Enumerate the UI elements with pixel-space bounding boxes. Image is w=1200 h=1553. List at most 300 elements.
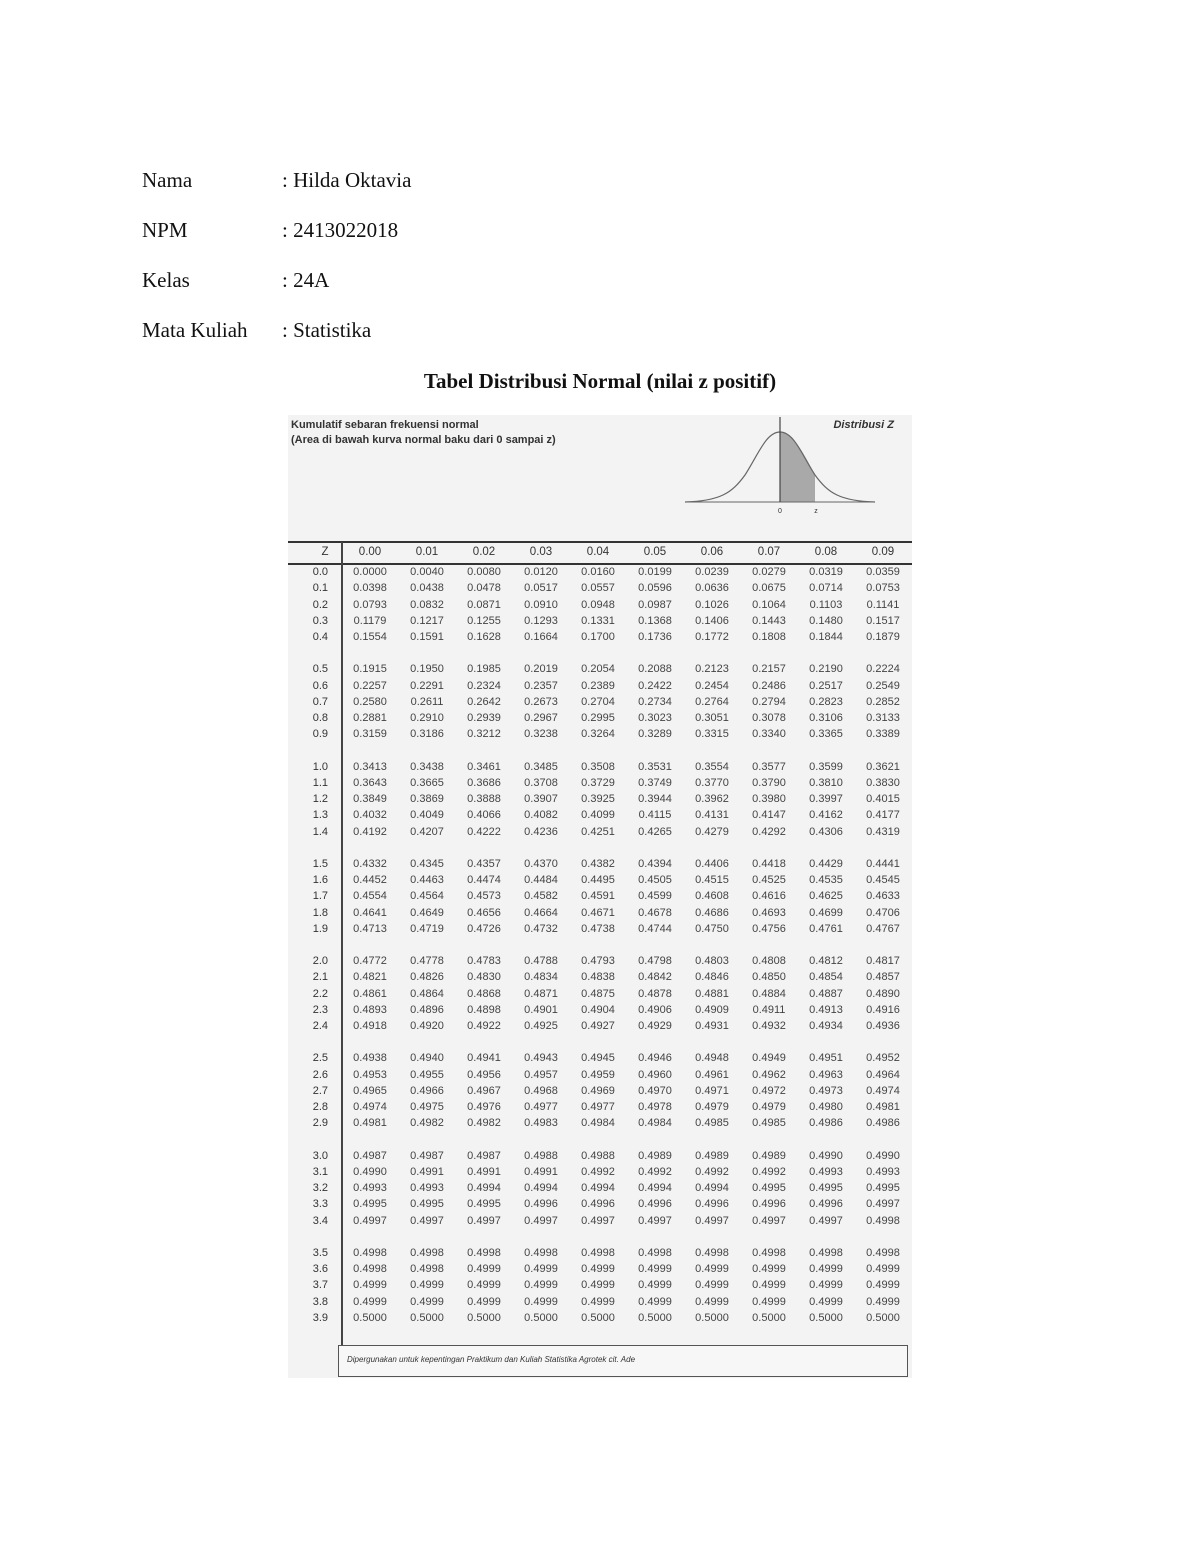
probability-cell: 0.4990 (866, 1149, 900, 1162)
table-row (288, 1069, 912, 1085)
probability-cell: 0.4967 (467, 1084, 501, 1097)
probability-cell: 0.0517 (524, 582, 558, 595)
probability-cell: 0.1844 (809, 631, 843, 643)
probability-cell: 0.4920 (410, 1020, 444, 1032)
probability-cell: 0.4943 (524, 1052, 558, 1065)
table-row (288, 1279, 912, 1295)
probability-cell: 0.4992 (581, 1165, 615, 1178)
table-row (288, 988, 912, 1004)
probability-cell: 0.4878 (638, 987, 672, 1000)
probability-cell: 0.4573 (467, 890, 501, 903)
probability-cell: 0.0596 (638, 582, 672, 595)
distribution-label: Distribusi Z (833, 419, 894, 431)
probability-cell: 0.4906 (638, 1003, 672, 1016)
z-value-cell: 0.3 (312, 614, 328, 627)
probability-cell: 0.1217 (410, 614, 444, 627)
probability-cell: 0.4999 (581, 1295, 615, 1308)
probability-cell: 0.1517 (866, 614, 900, 627)
probability-cell: 0.4999 (866, 1279, 900, 1292)
probability-cell: 0.4505 (638, 874, 672, 886)
probability-cell: 0.1985 (467, 663, 501, 676)
probability-cell: 0.0910 (524, 598, 558, 611)
probability-cell: 0.0319 (809, 566, 843, 578)
probability-cell: 0.4686 (695, 906, 729, 919)
probability-cell: 0.2764 (695, 695, 729, 708)
z-value-cell: 0.0 (312, 566, 328, 578)
probability-cell: 0.4999 (467, 1263, 501, 1275)
z-value-cell: 3.8 (312, 1295, 328, 1308)
probability-cell: 0.4997 (524, 1214, 558, 1227)
probability-cell: 0.5000 (752, 1311, 786, 1324)
probability-cell: 0.4995 (410, 1198, 444, 1211)
probability-cell: 0.4177 (866, 809, 900, 822)
z-value-cell: 1.4 (312, 825, 328, 838)
probability-cell: 0.4931 (695, 1020, 729, 1032)
probability-cell: 0.4406 (695, 857, 729, 870)
probability-cell: 0.4998 (638, 1246, 672, 1259)
probability-cell: 0.1879 (866, 631, 900, 643)
probability-cell: 0.4975 (410, 1101, 444, 1113)
z-value-cell: 2.0 (312, 955, 328, 967)
probability-cell: 0.4998 (581, 1246, 615, 1259)
table-row (288, 858, 912, 874)
probability-cell: 0.4963 (809, 1068, 843, 1081)
probability-cell: 0.3485 (524, 760, 558, 773)
probability-cell: 0.2257 (353, 679, 387, 692)
z-value-cell: 1.0 (312, 760, 328, 773)
probability-cell: 0.4998 (809, 1246, 843, 1259)
probability-cell: 0.4965 (353, 1084, 387, 1097)
footer-box (338, 1345, 908, 1377)
probability-cell: 0.4989 (695, 1149, 729, 1162)
probability-cell: 0.4463 (410, 874, 444, 886)
probability-cell: 0.4995 (752, 1182, 786, 1194)
probability-cell: 0.4995 (866, 1182, 900, 1194)
probability-cell: 0.0080 (467, 566, 501, 578)
probability-cell: 0.4977 (581, 1101, 615, 1113)
probability-cell: 0.4956 (467, 1068, 501, 1081)
probability-cell: 0.4999 (524, 1295, 558, 1308)
header-rule-bottom (288, 563, 912, 565)
probability-cell: 0.3686 (467, 776, 501, 789)
probability-cell: 0.4821 (353, 971, 387, 984)
probability-cell: 0.0675 (752, 582, 786, 595)
table-row (288, 777, 912, 793)
probability-cell: 0.2123 (695, 663, 729, 676)
probability-cell: 0.5000 (353, 1311, 387, 1324)
probability-cell: 0.4998 (410, 1263, 444, 1275)
probability-cell: 0.4989 (752, 1149, 786, 1162)
probability-cell: 0.3599 (809, 760, 843, 773)
probability-cell: 0.4115 (638, 809, 672, 822)
probability-cell: 0.4761 (809, 922, 843, 935)
probability-cell: 0.4999 (467, 1295, 501, 1308)
probability-cell: 0.5000 (866, 1311, 900, 1324)
probability-cell: 0.4997 (809, 1214, 843, 1227)
probability-cell: 0.0359 (866, 566, 900, 578)
probability-cell: 0.2673 (524, 695, 558, 708)
probability-cell: 0.4936 (866, 1020, 900, 1032)
caption-line-2: (Area di bawah kurva normal baku dari 0 sampai z) (291, 434, 556, 446)
probability-cell: 0.2019 (524, 663, 558, 676)
probability-cell: 0.4999 (524, 1279, 558, 1292)
table-row (288, 1263, 912, 1279)
z-value-cell: 2.1 (312, 971, 328, 984)
info-value: : Hilda Oktavia (282, 168, 412, 192)
probability-cell: 0.2517 (809, 679, 843, 692)
probability-cell: 0.3078 (752, 712, 786, 724)
probability-cell: 0.1255 (467, 614, 501, 627)
probability-cell: 0.4945 (581, 1052, 615, 1065)
z-value-cell: 2.4 (312, 1020, 328, 1032)
probability-cell: 0.4982 (467, 1117, 501, 1130)
probability-cell: 0.3729 (581, 776, 615, 789)
probability-cell: 0.4941 (467, 1052, 501, 1065)
column-header: 0.00 (358, 546, 382, 558)
probability-cell: 0.3106 (809, 712, 843, 724)
probability-cell: 0.2939 (467, 712, 501, 724)
probability-cell: 0.4996 (524, 1198, 558, 1211)
probability-cell: 0.4979 (695, 1101, 729, 1113)
probability-cell: 0.4979 (752, 1101, 786, 1113)
probability-cell: 0.2054 (581, 663, 615, 676)
probability-cell: 0.4772 (353, 955, 387, 967)
probability-cell: 0.1103 (809, 598, 843, 611)
probability-cell: 0.4649 (410, 906, 444, 919)
probability-cell: 0.4798 (638, 955, 672, 967)
probability-cell: 0.3749 (638, 776, 672, 789)
probability-cell: 0.4881 (695, 987, 729, 1000)
table-row (288, 1296, 912, 1312)
probability-cell: 0.4484 (524, 874, 558, 886)
table-row (288, 566, 912, 582)
z-value-cell: 0.2 (312, 598, 328, 611)
probability-cell: 0.4778 (410, 955, 444, 967)
probability-cell: 0.2580 (353, 695, 387, 708)
probability-cell: 0.3438 (410, 760, 444, 773)
probability-cell: 0.4998 (752, 1246, 786, 1259)
z-value-cell: 1.7 (312, 890, 328, 903)
probability-cell: 0.1700 (581, 631, 615, 643)
z-value-cell: 1.9 (312, 922, 328, 935)
probability-cell: 0.2967 (524, 712, 558, 724)
probability-cell: 0.4999 (866, 1295, 900, 1308)
probability-cell: 0.4564 (410, 890, 444, 903)
probability-cell: 0.4991 (410, 1165, 444, 1178)
probability-cell: 0.4783 (467, 955, 501, 967)
probability-cell: 0.4998 (410, 1246, 444, 1259)
probability-cell: 0.4998 (866, 1214, 900, 1227)
info-label: Kelas (142, 268, 190, 292)
probability-cell: 0.4984 (638, 1117, 672, 1130)
probability-cell: 0.1331 (581, 614, 615, 627)
probability-cell: 0.4992 (752, 1165, 786, 1178)
probability-cell: 0.1179 (353, 614, 387, 627)
probability-cell: 0.3315 (695, 728, 729, 741)
probability-cell: 0.1141 (866, 598, 900, 611)
probability-cell: 0.4998 (695, 1246, 729, 1259)
table-row (288, 1101, 912, 1117)
probability-cell: 0.4474 (467, 874, 501, 886)
probability-cell: 0.0557 (581, 582, 615, 595)
probability-cell: 0.4940 (410, 1052, 444, 1065)
probability-cell: 0.0279 (752, 566, 786, 578)
probability-cell: 0.2389 (581, 679, 615, 692)
probability-cell: 0.4971 (695, 1084, 729, 1097)
probability-cell: 0.4972 (752, 1084, 786, 1097)
probability-cell: 0.4999 (809, 1279, 843, 1292)
probability-cell: 0.4015 (866, 793, 900, 805)
z-value-cell: 0.9 (312, 728, 328, 741)
probability-cell: 0.4961 (695, 1068, 729, 1081)
probability-cell: 0.4998 (524, 1246, 558, 1259)
probability-cell: 0.4951 (809, 1052, 843, 1065)
probability-cell: 0.4452 (353, 874, 387, 886)
probability-cell: 0.4846 (695, 971, 729, 984)
probability-cell: 0.4934 (809, 1020, 843, 1032)
probability-cell: 0.4946 (638, 1052, 672, 1065)
probability-cell: 0.4997 (866, 1198, 900, 1211)
probability-cell: 0.4974 (353, 1101, 387, 1113)
probability-cell: 0.4756 (752, 922, 786, 935)
probability-cell: 0.4991 (467, 1165, 501, 1178)
table-row (288, 728, 912, 744)
z-value-cell: 3.2 (312, 1182, 328, 1194)
probability-cell: 0.4893 (353, 1003, 387, 1016)
probability-cell: 0.4999 (524, 1263, 558, 1275)
probability-cell: 0.2823 (809, 695, 843, 708)
table-row (288, 615, 912, 631)
probability-cell: 0.0871 (467, 598, 501, 611)
probability-cell: 0.1026 (695, 598, 729, 611)
probability-cell: 0.4999 (695, 1279, 729, 1292)
probability-cell: 0.4664 (524, 906, 558, 919)
probability-cell: 0.4991 (524, 1165, 558, 1178)
probability-cell: 0.4994 (695, 1182, 729, 1194)
probability-cell: 0.2549 (866, 679, 900, 692)
column-header: 0.03 (529, 546, 553, 558)
probability-cell: 0.4985 (695, 1117, 729, 1130)
probability-cell: 0.0398 (353, 582, 387, 595)
probability-cell: 0.2642 (467, 695, 501, 708)
probability-cell: 0.4932 (752, 1020, 786, 1032)
table-row (288, 1052, 912, 1068)
z-value-cell: 1.6 (312, 874, 328, 886)
probability-cell: 0.0478 (467, 582, 501, 595)
probability-cell: 0.0199 (638, 566, 672, 578)
probability-cell: 0.4236 (524, 825, 558, 838)
probability-cell: 0.3212 (467, 728, 501, 741)
column-header: 0.01 (415, 546, 439, 558)
probability-cell: 0.4495 (581, 874, 615, 886)
probability-cell: 0.0160 (581, 566, 615, 578)
probability-cell: 0.0987 (638, 598, 672, 611)
probability-cell: 0.4996 (638, 1198, 672, 1211)
probability-cell: 0.4147 (752, 809, 786, 822)
table-row (288, 712, 912, 728)
probability-cell: 0.4535 (809, 874, 843, 886)
probability-cell: 0.4938 (353, 1052, 387, 1065)
z-value-cell: 2.8 (312, 1101, 328, 1113)
probability-cell: 0.4997 (752, 1214, 786, 1227)
probability-cell: 0.4099 (581, 809, 615, 822)
probability-cell: 0.1554 (353, 631, 387, 643)
probability-cell: 0.4319 (866, 825, 900, 838)
probability-cell: 0.4868 (467, 987, 501, 1000)
probability-cell: 0.4957 (524, 1068, 558, 1081)
probability-cell: 0.1443 (752, 614, 786, 627)
probability-cell: 0.4976 (467, 1101, 501, 1113)
probability-cell: 0.5000 (581, 1311, 615, 1324)
probability-cell: 0.4987 (410, 1149, 444, 1162)
probability-cell: 0.4994 (638, 1182, 672, 1194)
z-value-cell: 3.6 (312, 1263, 328, 1275)
probability-cell: 0.4911 (752, 1003, 786, 1016)
probability-cell: 0.4977 (524, 1101, 558, 1113)
table-row (288, 761, 912, 777)
probability-cell: 0.2224 (866, 663, 900, 676)
table-row (288, 1198, 912, 1214)
probability-cell: 0.3944 (638, 793, 672, 805)
probability-cell: 0.4962 (752, 1068, 786, 1081)
probability-cell: 0.0948 (581, 598, 615, 611)
probability-cell: 0.4998 (866, 1246, 900, 1259)
probability-cell: 0.4918 (353, 1020, 387, 1032)
table-row (288, 680, 912, 696)
probability-cell: 0.4788 (524, 955, 558, 967)
probability-cell: 0.4985 (752, 1117, 786, 1130)
probability-cell: 0.4817 (866, 955, 900, 967)
z-column-header: Z (321, 546, 329, 558)
probability-cell: 0.4738 (581, 922, 615, 935)
normal-curve-illustration (680, 415, 880, 520)
table-row (288, 890, 912, 906)
probability-cell: 0.4988 (524, 1149, 558, 1162)
probability-cell: 0.1368 (638, 614, 672, 627)
probability-cell: 0.2910 (410, 712, 444, 724)
table-row (288, 1117, 912, 1133)
table-row (288, 907, 912, 923)
probability-cell: 0.4830 (467, 971, 501, 984)
probability-cell: 0.4812 (809, 955, 843, 967)
probability-cell: 0.4995 (809, 1182, 843, 1194)
probability-cell: 0.3365 (809, 728, 843, 741)
probability-cell: 0.4990 (809, 1149, 843, 1162)
z-value-cell: 1.8 (312, 906, 328, 919)
probability-cell: 0.4993 (353, 1182, 387, 1194)
column-header: 0.07 (757, 546, 781, 558)
z-value-cell: 2.3 (312, 1003, 328, 1016)
probability-cell: 0.2734 (638, 695, 672, 708)
document-title: Tabel Distribusi Normal (nilai z positif) (423, 369, 777, 393)
z-value-cell: 3.3 (312, 1198, 328, 1211)
probability-cell: 0.4981 (866, 1101, 900, 1113)
probability-cell: 0.3531 (638, 760, 672, 773)
probability-cell: 0.2422 (638, 679, 672, 692)
probability-cell: 0.4896 (410, 1003, 444, 1016)
probability-cell: 0.4974 (866, 1084, 900, 1097)
probability-cell: 0.4999 (752, 1279, 786, 1292)
probability-cell: 0.4418 (752, 857, 786, 870)
probability-cell: 0.2486 (752, 679, 786, 692)
z-value-cell: 0.1 (312, 582, 328, 595)
probability-cell: 0.5000 (809, 1311, 843, 1324)
probability-cell: 0.3186 (410, 728, 444, 741)
probability-cell: 0.4913 (809, 1003, 843, 1016)
probability-cell: 0.4952 (866, 1052, 900, 1065)
probability-cell: 0.3238 (524, 728, 558, 741)
probability-cell: 0.4382 (581, 857, 615, 870)
probability-cell: 0.4999 (353, 1295, 387, 1308)
z-value-cell: 0.6 (312, 679, 328, 692)
probability-cell: 0.4394 (638, 857, 672, 870)
probability-cell: 0.2357 (524, 679, 558, 692)
probability-cell: 0.2454 (695, 679, 729, 692)
probability-cell: 0.3133 (866, 712, 900, 724)
probability-cell: 0.4345 (410, 857, 444, 870)
probability-cell: 0.1591 (410, 631, 444, 643)
probability-cell: 0.4994 (467, 1182, 501, 1194)
probability-cell: 0.4989 (638, 1149, 672, 1162)
probability-cell: 0.4994 (581, 1182, 615, 1194)
table-row (288, 1182, 912, 1198)
probability-cell: 0.1772 (695, 631, 729, 643)
probability-cell: 0.2995 (581, 712, 615, 724)
z-value-cell: 3.1 (312, 1165, 328, 1178)
probability-cell: 0.4838 (581, 971, 615, 984)
probability-cell: 0.4192 (353, 825, 387, 838)
probability-cell: 0.4066 (467, 809, 501, 822)
probability-cell: 0.4987 (467, 1149, 501, 1162)
probability-cell: 0.0120 (524, 566, 558, 578)
column-header: 0.09 (871, 546, 895, 558)
probability-cell: 0.4999 (467, 1279, 501, 1292)
probability-cell: 0.3997 (809, 793, 843, 805)
probability-cell: 0.4608 (695, 890, 729, 903)
table-row (288, 1085, 912, 1101)
label-z: z (814, 508, 818, 515)
figure-caption (291, 418, 556, 448)
probability-cell: 0.4767 (866, 922, 900, 935)
probability-cell: 0.4988 (581, 1149, 615, 1162)
probability-cell: 0.4998 (353, 1246, 387, 1259)
probability-cell: 0.4987 (353, 1149, 387, 1162)
probability-cell: 0.4251 (581, 825, 615, 838)
probability-cell: 0.0753 (866, 582, 900, 595)
probability-cell: 0.2852 (866, 695, 900, 708)
z-value-cell: 3.0 (312, 1149, 328, 1162)
info-value: : Statistika (282, 318, 372, 342)
probability-cell: 0.4599 (638, 890, 672, 903)
probability-cell: 0.4999 (695, 1263, 729, 1275)
probability-cell: 0.3461 (467, 760, 501, 773)
probability-cell: 0.5000 (638, 1311, 672, 1324)
table-row (288, 1312, 912, 1328)
probability-cell: 0.4793 (581, 955, 615, 967)
probability-cell: 0.4964 (866, 1068, 900, 1081)
z-value-cell: 2.2 (312, 987, 328, 1000)
probability-cell: 0.4999 (752, 1295, 786, 1308)
probability-cell: 0.4834 (524, 971, 558, 984)
probability-cell: 0.4997 (410, 1214, 444, 1227)
probability-cell: 0.4656 (467, 906, 501, 919)
probability-cell: 0.4960 (638, 1068, 672, 1081)
probability-cell: 0.3023 (638, 712, 672, 724)
probability-cell: 0.4996 (809, 1198, 843, 1211)
probability-cell: 0.4750 (695, 922, 729, 935)
probability-cell: 0.4992 (638, 1165, 672, 1178)
probability-cell: 0.4633 (866, 890, 900, 903)
